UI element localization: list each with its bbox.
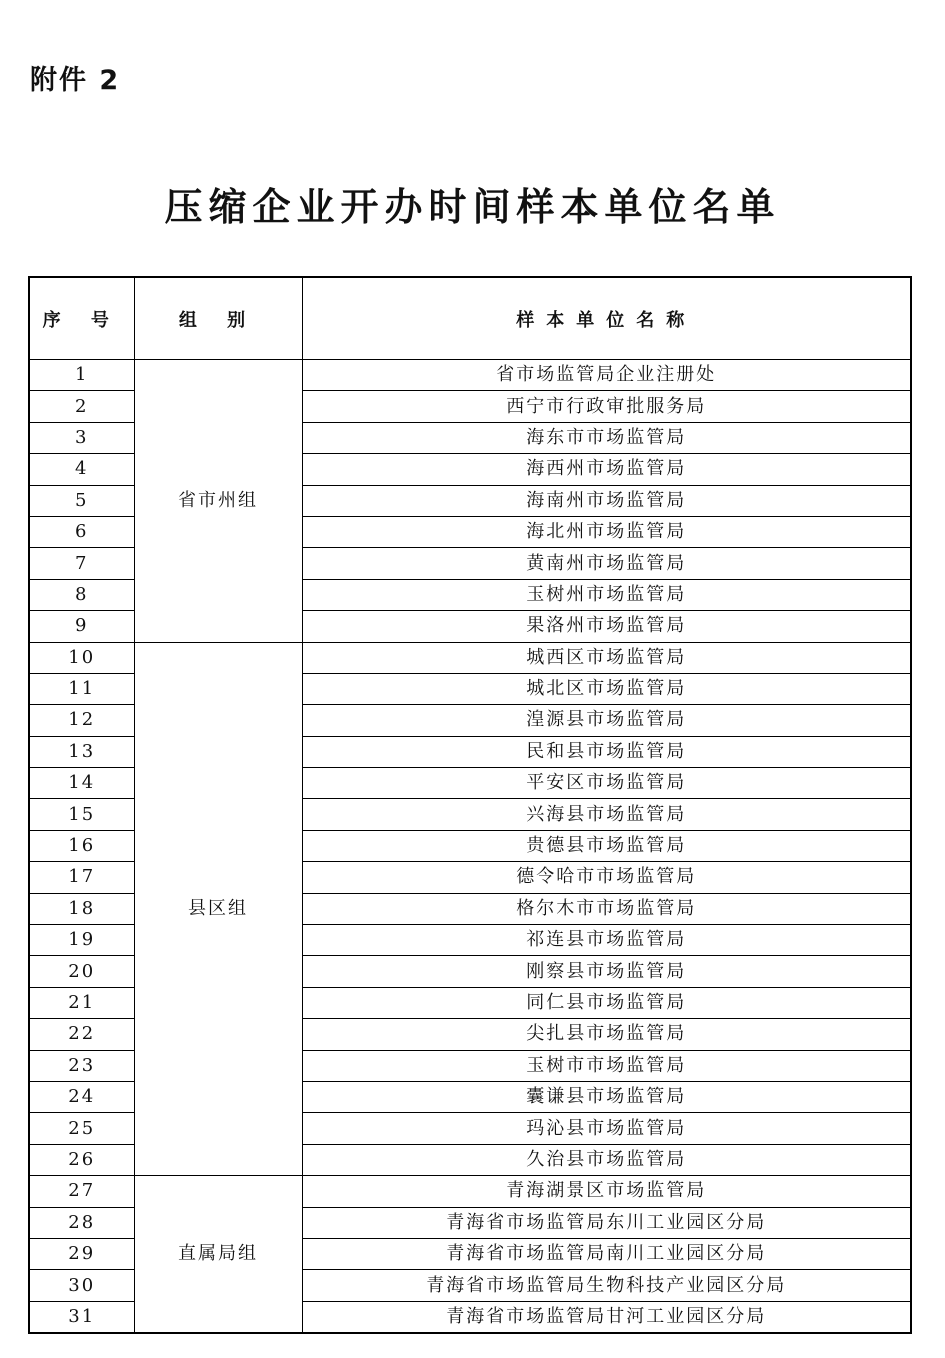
unit-name-cell: 青海省市场监管局生物科技产业园区分局 (302, 1270, 911, 1301)
table-row (29, 642, 911, 673)
row-index-cell: 19 (29, 925, 134, 956)
row-index-cell: 17 (29, 862, 134, 893)
unit-name-cell: 果洛州市场监管局 (302, 611, 911, 642)
row-index-cell: 21 (29, 987, 134, 1018)
unit-name-cell: 囊谦县市场监管局 (302, 1081, 911, 1112)
row-index-cell: 9 (29, 611, 134, 642)
unit-name-cell: 青海湖景区市场监管局 (302, 1176, 911, 1207)
unit-name-cell: 玛沁县市场监管局 (302, 1113, 911, 1144)
unit-name-cell: 尖扎县市场监管局 (302, 1019, 911, 1050)
unit-name-cell: 青海省市场监管局东川工业园区分局 (302, 1207, 911, 1238)
unit-name-cell: 刚察县市场监管局 (302, 956, 911, 987)
row-index-cell: 5 (29, 485, 134, 516)
row-index-cell: 28 (29, 1207, 134, 1238)
row-index-cell: 23 (29, 1050, 134, 1081)
header-unit-name: 样本单位名称 (302, 277, 911, 360)
row-index-cell: 7 (29, 548, 134, 579)
table-body (29, 360, 911, 1334)
row-index-cell: 1 (29, 360, 134, 391)
header-index: 序 号 (29, 277, 134, 360)
unit-name-cell: 同仁县市场监管局 (302, 987, 911, 1018)
row-index-cell: 12 (29, 705, 134, 736)
unit-name-cell: 海北州市场监管局 (302, 516, 911, 547)
row-index-cell: 27 (29, 1176, 134, 1207)
table-row (29, 1176, 911, 1207)
unit-name-cell: 海南州市场监管局 (302, 485, 911, 516)
group-cell: 省市州组 (134, 360, 302, 643)
unit-name-cell: 青海省市场监管局甘河工业园区分局 (302, 1301, 911, 1333)
row-index-cell: 13 (29, 736, 134, 767)
unit-name-cell: 平安区市场监管局 (302, 768, 911, 799)
row-index-cell: 25 (29, 1113, 134, 1144)
unit-name-cell: 城西区市场监管局 (302, 642, 911, 673)
row-index-cell: 30 (29, 1270, 134, 1301)
unit-name-cell: 城北区市场监管局 (302, 673, 911, 704)
sample-units-table (28, 276, 912, 1334)
unit-name-cell: 青海省市场监管局南川工业园区分局 (302, 1238, 911, 1269)
row-index-cell: 2 (29, 391, 134, 422)
row-index-cell: 24 (29, 1081, 134, 1112)
row-index-cell: 10 (29, 642, 134, 673)
unit-name-cell: 海东市市场监管局 (302, 422, 911, 453)
row-index-cell: 18 (29, 893, 134, 924)
row-index-cell: 8 (29, 579, 134, 610)
row-index-cell: 11 (29, 673, 134, 704)
table-row (29, 360, 911, 391)
table-header-row (29, 277, 911, 360)
row-index-cell: 15 (29, 799, 134, 830)
unit-name-cell: 兴海县市场监管局 (302, 799, 911, 830)
row-index-cell: 29 (29, 1238, 134, 1269)
row-index-cell: 16 (29, 830, 134, 861)
unit-name-cell: 民和县市场监管局 (302, 736, 911, 767)
header-group: 组 别 (134, 277, 302, 360)
row-index-cell: 20 (29, 956, 134, 987)
unit-name-cell: 玉树市市场监管局 (302, 1050, 911, 1081)
row-index-cell: 31 (29, 1301, 134, 1333)
row-index-cell: 6 (29, 516, 134, 547)
unit-name-cell: 海西州市场监管局 (302, 454, 911, 485)
unit-name-cell: 德令哈市市场监管局 (302, 862, 911, 893)
unit-name-cell: 久治县市场监管局 (302, 1144, 911, 1175)
row-index-cell: 26 (29, 1144, 134, 1175)
unit-name-cell: 贵德县市场监管局 (302, 830, 911, 861)
row-index-cell: 22 (29, 1019, 134, 1050)
row-index-cell: 3 (29, 422, 134, 453)
unit-name-cell: 格尔木市市场监管局 (302, 893, 911, 924)
row-index-cell: 14 (29, 768, 134, 799)
row-index-cell: 4 (29, 454, 134, 485)
page-title: 压缩企业开办时间样本单位名单 (164, 185, 781, 229)
unit-name-cell: 黄南州市场监管局 (302, 548, 911, 579)
unit-name-cell: 西宁市行政审批服务局 (302, 391, 911, 422)
attachment-label: 附件 2 (30, 65, 121, 96)
unit-name-cell: 玉树州市场监管局 (302, 579, 911, 610)
group-cell: 县区组 (134, 642, 302, 1176)
unit-name-cell: 省市场监管局企业注册处 (302, 360, 911, 391)
unit-name-cell: 湟源县市场监管局 (302, 705, 911, 736)
group-cell: 直属局组 (134, 1176, 302, 1333)
unit-name-cell: 祁连县市场监管局 (302, 925, 911, 956)
